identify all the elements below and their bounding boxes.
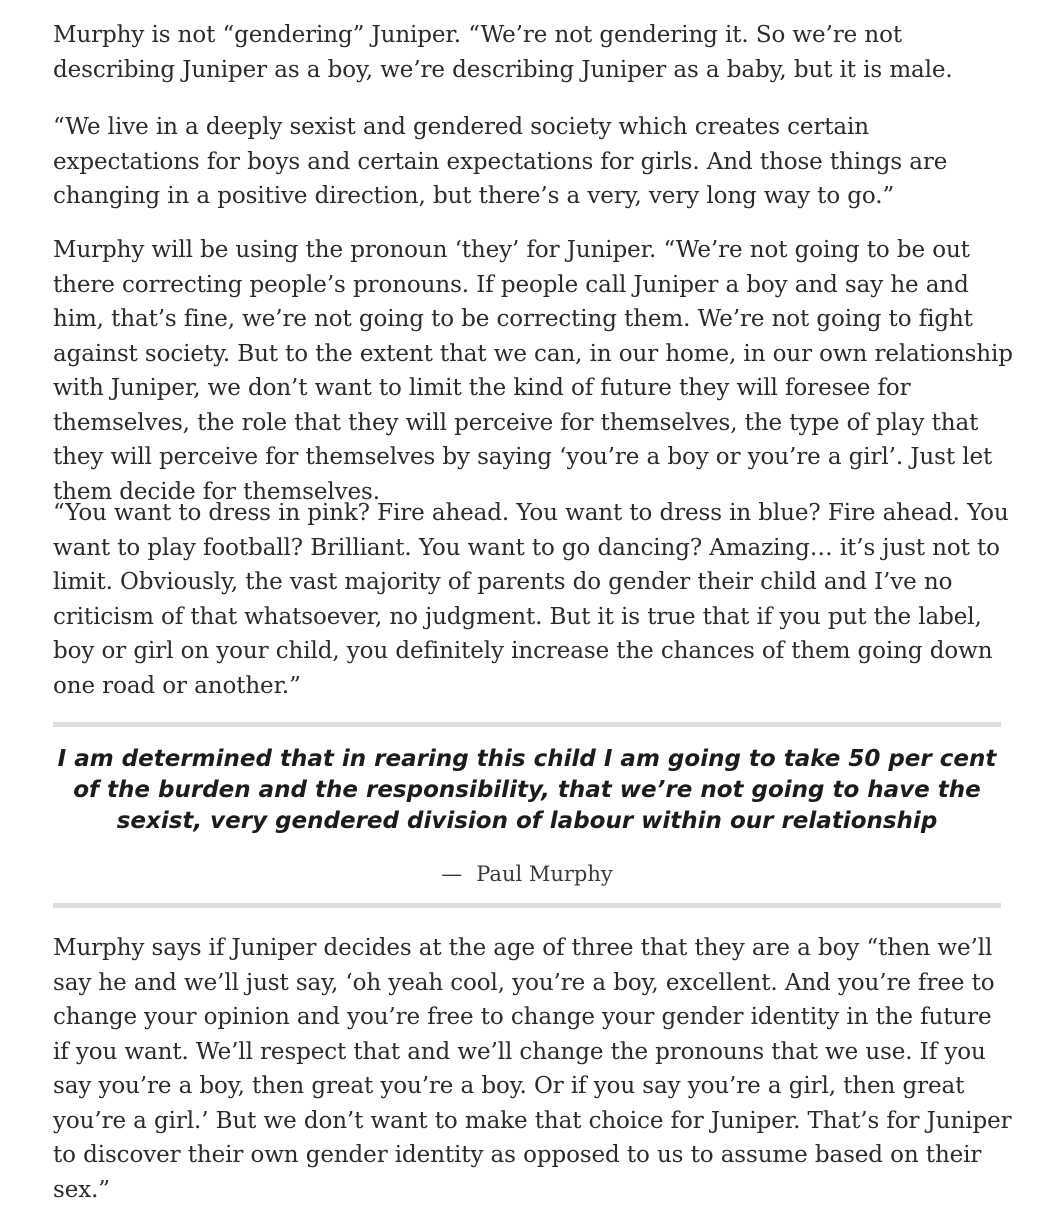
- article-paragraph: “We live in a deeply sexist and gendered society which creates certain expectations for boys and certain expectations for girls. And those things are changing in a positive direction, but there’s a very, very long way to go.”: [53, 114, 948, 209]
- article-paragraph: Murphy will be using the pronoun ‘they’ for Juniper. “We’re not going to be out there correcting people’s pronouns. If people call Juniper a boy and say he and him, that’s fine, we’re not going to be correcting them. We’re not going to fight against society. But to the extent that we can, in our home, in our own relationship with Juniper, we don’t want to limit the kind of future they will foresee for themselves, the role that they will perceive for themselves, the type of play that they will perceive for themselves by saying ‘you’re a boy or you’re a girl’. Just let them decide for themselves.: [53, 237, 1013, 505]
- article-paragraph: Murphy is not “gendering” Juniper. “We’re not gendering it. So we’re not describing Juniper as a boy, we’re describing Juniper as a baby, but it is male.: [53, 22, 953, 83]
- attribution-name: Paul Murphy: [476, 862, 613, 886]
- article-paragraph: Murphy says if Juniper decides at the age of three that they are a boy “then we’ll say he and we’ll just say, ‘oh yeah cool, you’re a boy, excellent. And you’re free to change your opinion and you’re free to change your gender identity in the future if you want. We’ll respect that and we’ll change the pronouns that we use. If you say you’re a boy, then great you’re a boy. Or if you say you’re a girl, then great you’re a girl.’ But we don’t want to make that choice for Juniper. That’s for Juniper to discover their own gender identity as opposed to us to assume based on their sex.”: [53, 935, 1012, 1203]
- pull-quote-top-divider: [53, 722, 1001, 727]
- attribution-dash: —: [441, 862, 463, 886]
- article-paragraph: “You want to dress in pink? Fire ahead. You want to dress in blue? Fire ahead. You want to play football? Brilliant. You want to go dancing? Amazing… it’s just not to limit. Obviously, the vast majority of parents do gender their child and I’ve no criticism of that whatsoever, no judgment. But it is true that if you put the label, boy or girl on your child, you definitely increase the chances of them going down one road or another.”: [53, 500, 1009, 699]
- pull-quote: [53, 722, 1001, 908]
- pull-quote-text: I am determined that in rearing this child I am going to take 50 per cent of the burden and the responsibility, that we’re not going to have the sexist, very gendered division of labour within our relationship: [57, 746, 997, 834]
- pull-quote-bottom-divider: [53, 903, 1001, 908]
- pull-quote-attribution: [53, 860, 1001, 888]
